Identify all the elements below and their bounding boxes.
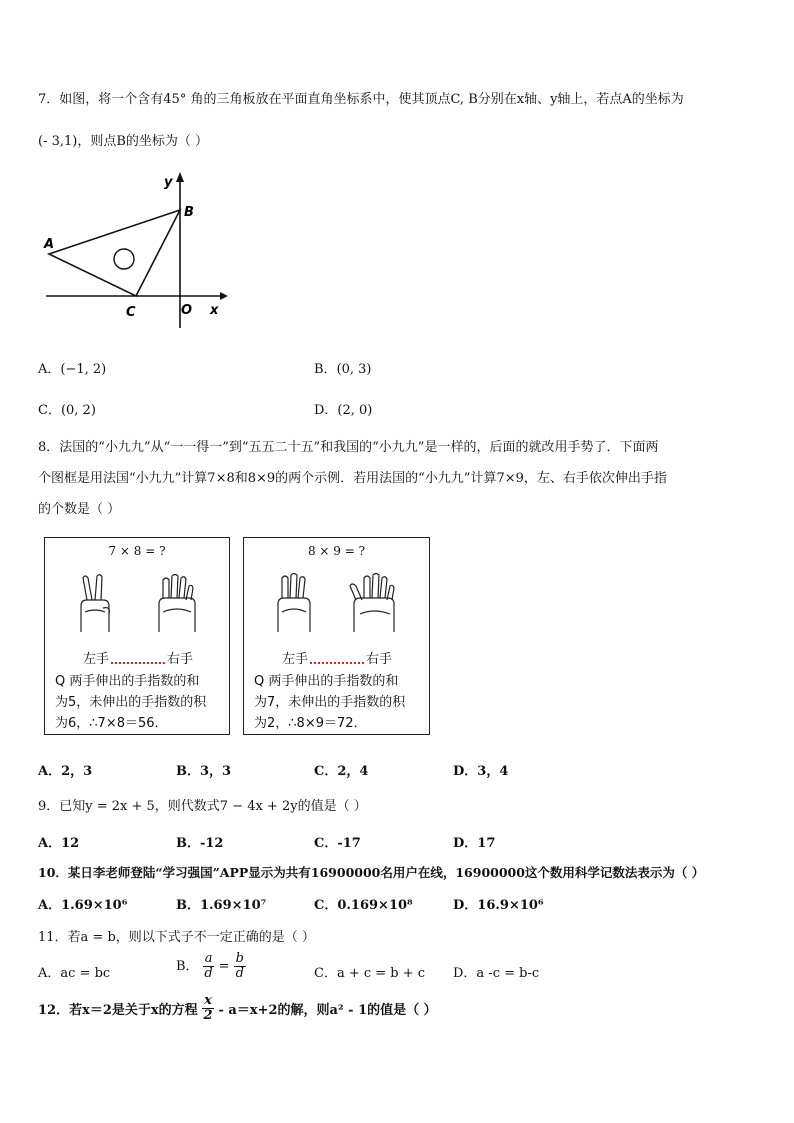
q7-stem-line1: 7．如图，将一个含有45° 角的三角板放在平面直角坐标系中，使其顶点C, B分别在x轴、y轴上，若点A的坐标为 xyxy=(38,92,684,107)
box2-text-2: 为7，未伸出的手指数的积 xyxy=(254,695,406,710)
q11-option-c[interactable]: C．a + c = b + c xyxy=(314,966,426,981)
q10-option-c[interactable]: C．0.169×10⁸ xyxy=(314,898,413,913)
q10-option-d[interactable]: D．16.9×10⁶ xyxy=(453,898,544,913)
label-c: C xyxy=(126,305,136,320)
q7-option-c[interactable]: C．(0, 2) xyxy=(38,403,96,418)
box1-blank xyxy=(111,656,165,664)
q8-option-d[interactable]: D．3，4 xyxy=(453,764,509,779)
q7-figure xyxy=(40,168,230,338)
q12-prefix: 12．若x＝2是关于x的方程 xyxy=(38,1003,198,1018)
q11-stem: 11．若a = b，则以下式子不一定正确的是（ ） xyxy=(38,930,315,945)
q9-option-c[interactable]: C．-17 xyxy=(314,836,361,851)
q8-option-c[interactable]: C．2，4 xyxy=(314,764,369,779)
box2-left-hand-label: 左手 xyxy=(282,652,309,667)
q9-stem: 9．已知y = 2x + 5，则代数式7 − 4x + 2y的值是（ ） xyxy=(38,799,367,814)
fraction-a-over-d: $\frac{a}{d}$ xyxy=(204,951,213,981)
q9-option-b[interactable]: B．-12 xyxy=(176,836,224,851)
box2-text-3: 为2，∴8×9＝72． xyxy=(254,716,367,731)
label-b: B xyxy=(184,205,194,220)
q8-example-box-1 xyxy=(44,537,230,735)
label-o: O xyxy=(181,303,193,318)
q7-option-b[interactable]: B．(0, 3) xyxy=(314,362,372,377)
q9-option-d[interactable]: D．17 xyxy=(453,836,496,851)
fraction-b-over-d: $\frac{b}{d}$ xyxy=(235,951,244,981)
box2-title: 8 × 9 = ? xyxy=(307,544,366,558)
box2-blank xyxy=(310,656,364,664)
box1-hands-label xyxy=(83,648,193,667)
q8-stem-line3: 的个数是（ ） xyxy=(38,502,121,517)
triangle-ruler xyxy=(49,210,180,296)
q12-stem xyxy=(38,994,437,1023)
q9-option-a[interactable]: A．12 xyxy=(38,836,80,851)
box1-text-1: Q 两手伸出的手指数的和 xyxy=(55,674,200,689)
q11-option-d[interactable]: D．a -c = b-c xyxy=(453,966,540,981)
q8-example-box-2 xyxy=(243,537,430,735)
q7-option-d[interactable]: D．(2, 0) xyxy=(314,403,373,418)
label-x: x xyxy=(210,303,219,318)
equals-sign: = xyxy=(218,959,230,974)
box2-hands-label xyxy=(282,648,392,667)
box1-text-3: 为6，∴7×8＝56． xyxy=(55,716,168,731)
x-axis-arrow xyxy=(220,292,228,300)
y-axis-arrow xyxy=(176,172,184,182)
q10-option-a[interactable]: A．1.69×10⁶ xyxy=(38,898,128,913)
q10-stem: 10．某日李老师登陆“学习强国”APP显示为共有16900000名用户在线，16900000这个数用科学记数法表示为（ ） xyxy=(38,865,705,880)
q10-option-b[interactable]: B．1.69×10⁷ xyxy=(176,898,267,913)
q8-option-a[interactable]: A．2，3 xyxy=(38,764,93,779)
q7-option-a[interactable]: A．(−1, 2) xyxy=(38,362,107,377)
box1-left-hand-label: 左手 xyxy=(83,652,110,667)
fraction-x-over-2: $\frac{x}{2}$ xyxy=(203,993,213,1023)
q8-stem-line2: 个图框是用法国“小九九”计算7×8和8×9的两个示例．若用法国的“小九九”计算7×9，左、右手依次伸出手指 xyxy=(38,471,667,486)
hands-icon xyxy=(73,572,203,636)
q7-stem-line2: (- 3,1)，则点B的坐标为（ ） xyxy=(38,134,209,149)
box2-text-1: Q 两手伸出的手指数的和 xyxy=(254,674,399,689)
box1-title: 7 × 8 = ? xyxy=(108,544,166,558)
q11-option-b-prefix: B． xyxy=(176,959,199,974)
q8-option-b[interactable]: B．3，3 xyxy=(176,764,232,779)
box1-right-hand-label: 右手 xyxy=(167,652,194,667)
box2-right-hand-label: 右手 xyxy=(366,652,393,667)
ruler-hole xyxy=(114,249,134,269)
box1-text-2: 为5，未伸出的手指数的积 xyxy=(55,695,207,710)
q8-stem-line1: 8．法国的“小九九”从“一一得一”到“五五二十五”和我国的“小九九”是一样的，后面的就改用手势了．下面两 xyxy=(38,440,659,455)
q11-option-b[interactable] xyxy=(176,952,246,981)
q12-suffix: - a＝x+2的解，则a² - 1的值是（ ） xyxy=(218,1003,437,1018)
label-y: y xyxy=(164,175,173,190)
hands-icon xyxy=(270,572,400,636)
label-a: A xyxy=(44,237,55,252)
q11-option-a[interactable]: A．ac = bc xyxy=(38,966,111,981)
